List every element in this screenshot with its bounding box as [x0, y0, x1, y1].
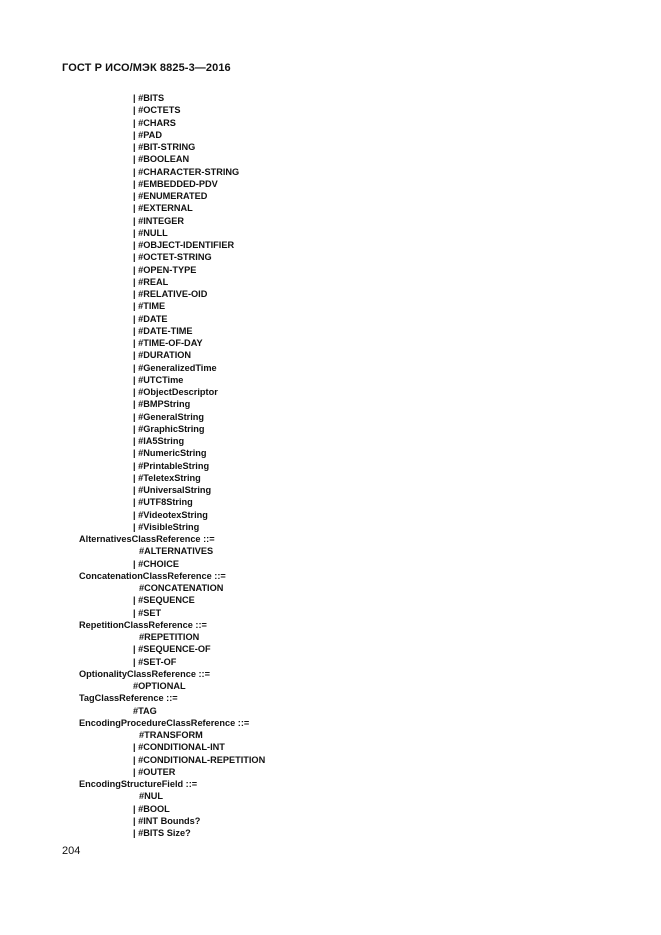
page-number: 204	[62, 845, 81, 857]
production-first-alternative-line: #TAG	[133, 705, 157, 716]
grammar-alternative-line: | #SET-OF	[133, 656, 177, 667]
grammar-alternative-line: | #GraphicString	[133, 423, 205, 434]
grammar-alternative-line: | #DATE-TIME	[133, 325, 193, 336]
grammar-alternative-line: | #NULL	[133, 227, 168, 238]
grammar-alternative-line: | #BITS Size?	[133, 828, 191, 838]
grammar-alternative-line: | #OBJECT-IDENTIFIER	[133, 240, 235, 250]
grammar-alternative-line: | #UTF8String	[133, 497, 193, 508]
grammar-alternative-line: | #BIT-STRING	[133, 142, 196, 152]
grammar-alternative-line: | #ObjectDescriptor	[133, 387, 218, 397]
production-head-line: RepetitionClassReference ::=	[79, 619, 207, 630]
grammar-alternative-line: | #OCTET-STRING	[133, 252, 212, 263]
grammar-alternative-line: | #TeletexString	[133, 472, 201, 483]
page-header: ГОСТ Р ИСО/МЭК 8825-3—2016	[62, 62, 231, 74]
grammar-alternative-line: | #UniversalString	[133, 485, 212, 495]
grammar-alternative-line: | #PAD	[133, 129, 162, 140]
grammar-alternative-line: | #PrintableString	[133, 460, 210, 471]
grammar-alternative-line: | #EXTERNAL	[133, 203, 193, 214]
grammar-alternative-line: | #REAL	[133, 276, 169, 287]
grammar-alternative-line: | #GeneralString	[133, 411, 204, 422]
grammar-listing	[79, 92, 639, 839]
grammar-alternative-line: | #VideotexString	[133, 509, 208, 520]
grammar-alternative-line: | #INT Bounds?	[133, 815, 201, 826]
grammar-alternative-line: | #NumericString	[133, 448, 207, 459]
grammar-alternative-line: | #EMBEDDED-PDV	[133, 178, 218, 189]
grammar-alternative-line: | #TIME	[133, 301, 166, 312]
grammar-alternative-line: | #CHOICE	[133, 558, 179, 569]
grammar-alternative-line: | #TIME-OF-DAY	[133, 338, 203, 348]
production-head-line: EncodingStructureField ::=	[79, 779, 198, 789]
grammar-alternative-line: | #CHARS	[133, 117, 176, 128]
grammar-alternative-line: | #DATE	[133, 313, 168, 324]
grammar-alternative-line: | #BOOLEAN	[133, 154, 190, 165]
grammar-alternative-line: | #SET	[133, 607, 162, 618]
production-first-alternative-line: #REPETITION	[139, 632, 200, 642]
grammar-alternative-line: | #BITS	[133, 93, 165, 103]
grammar-alternative-line: | #CONDITIONAL-INT	[133, 742, 225, 753]
grammar-alternative-line: | #BMPString	[133, 399, 191, 410]
production-first-alternative-line: #CONCATENATION	[139, 583, 224, 593]
production-first-alternative-line: #NUL	[139, 791, 163, 802]
grammar-alternative-line: | #ENUMERATED	[133, 191, 208, 201]
grammar-alternative-line: | #OCTETS	[133, 105, 181, 116]
production-head-line: AlternativesClassReference ::=	[79, 534, 215, 544]
grammar-alternative-line: | #RELATIVE-OID	[133, 289, 208, 299]
production-head-line: ConcatenationClassReference ::=	[79, 570, 226, 581]
grammar-alternative-line: | #SEQUENCE	[133, 595, 195, 606]
grammar-alternative-line: | #OPEN-TYPE	[133, 264, 197, 275]
production-head-line: EncodingProcedureClassReference ::=	[79, 717, 250, 728]
production-first-alternative-line: #TRANSFORM	[139, 730, 203, 740]
grammar-alternative-line: | #VisibleString	[133, 521, 200, 532]
grammar-alternative-line: | #GeneralizedTime	[133, 362, 217, 373]
grammar-alternative-line: | #SEQUENCE-OF	[133, 644, 211, 655]
grammar-alternative-line: | #CONDITIONAL-REPETITION	[133, 754, 266, 765]
production-head-line: TagClassReference ::=	[79, 693, 178, 704]
grammar-alternative-line: | #CHARACTER-STRING	[133, 166, 240, 177]
production-head-line: OptionalityClassReference ::=	[79, 668, 210, 679]
grammar-alternative-line: | #BOOL	[133, 803, 170, 814]
grammar-alternative-line: | #UTCTime	[133, 374, 184, 385]
grammar-alternative-line: | #OUTER	[133, 766, 176, 777]
production-first-alternative-line: #ALTERNATIVES	[139, 546, 214, 557]
production-first-alternative-line: #OPTIONAL	[133, 681, 186, 691]
grammar-alternative-line: | #INTEGER	[133, 215, 185, 226]
grammar-alternative-line: | #DURATION	[133, 350, 192, 361]
grammar-alternative-line: | #IA5String	[133, 436, 185, 446]
